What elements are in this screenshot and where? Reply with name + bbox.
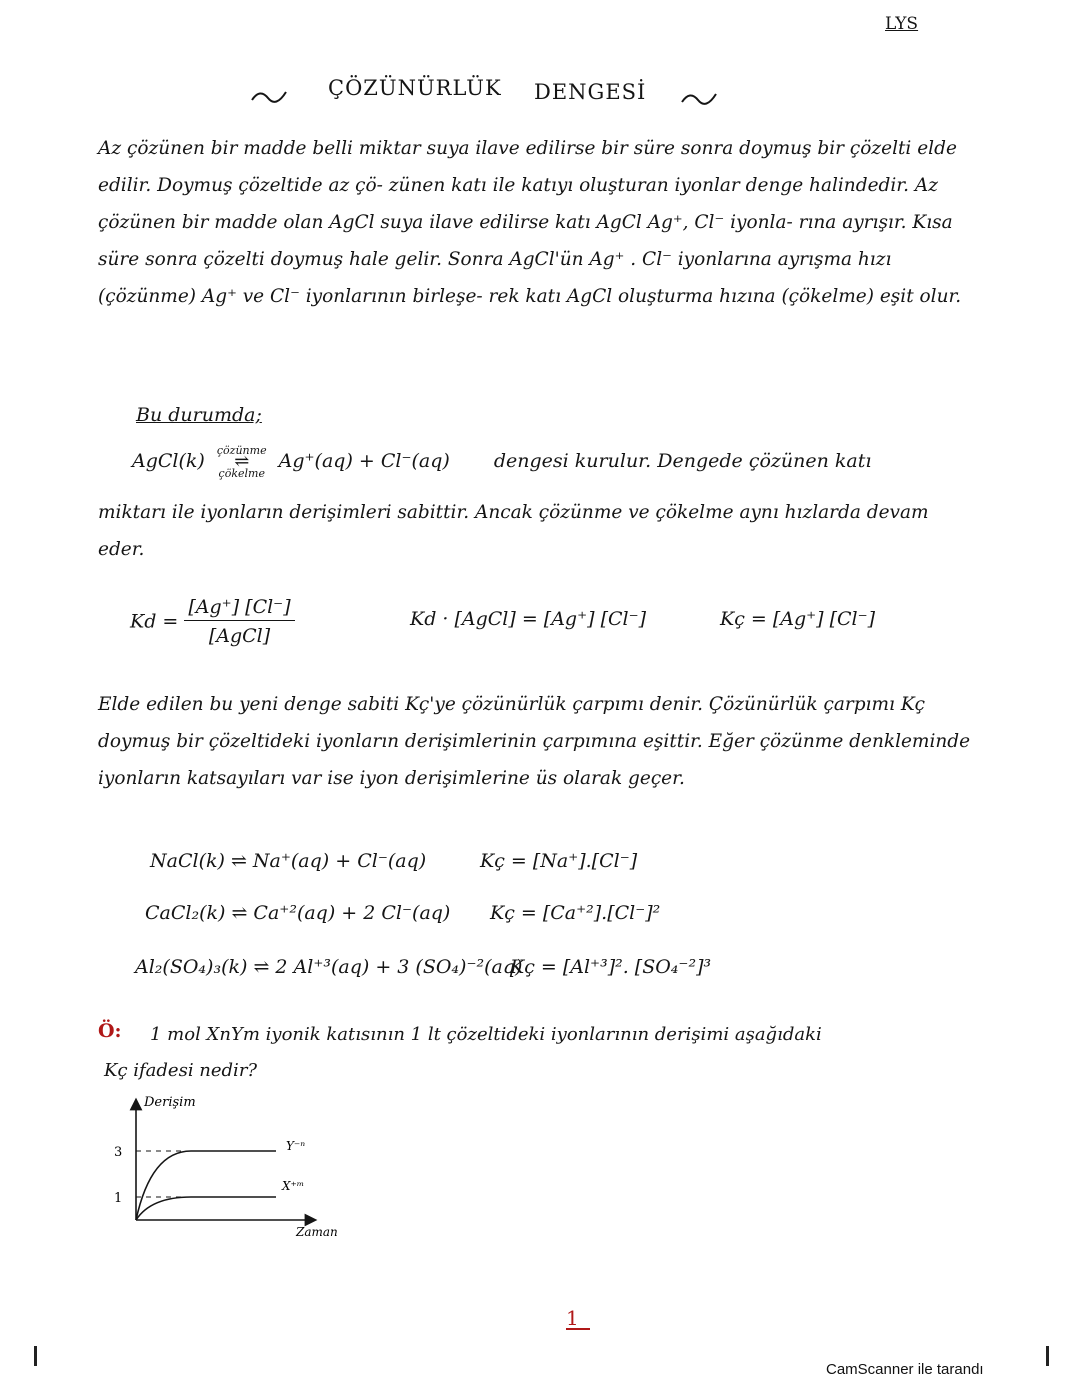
scan-edge-left [34,1346,37,1366]
intro-paragraph: Az çözünen bir madde belli miktar suya ilave edilirse bir süre sonra doymuş bir çözelti elde edilir. Doymuş çözeltide az çö- zünen katı ile katıyı oluşturan iyonlar denge halindedir. Az çözünen bir madde olan AgCl suya ilave edilirse katı AgCl Ag⁺, Cl⁻ iyonla- rına ayrışır. Kısa süre sonra çözelti doymuş hale gelir. Sonra AgCl'ün Ag⁺ . Cl⁻ iyonlarına ayrışma hızı (çözünme) Ag⁺ ve Cl⁻ iyonlarının birleşe- rek katı AgCl oluşturma hızına (çökelme) eşit olur. [98,138,962,307]
kd-numerator: [Ag⁺] [Cl⁻] [184,596,294,621]
curve-label-y: Y⁻ⁿ [286,1139,306,1153]
kc-paragraph: Elde edilen bu yeni denge sabiti Kç'ye çözünürlük çarpımı denir. Çözünürlük çarpımı Kç doymuş bir çözeltideki iyonların derişimlerinin çarpımına eşittir. Eğer çözünme denkleminde iyonların katsayıları var ise iyon derişimlerine üs olarak geçer. [98,694,971,789]
eq-arrow [217,444,267,480]
title-swash-right-icon [680,86,720,110]
concentration-graph [96,1092,366,1242]
question-line2: Kç ifadesi nedir? [104,1060,258,1081]
title-right: DENGESİ [534,80,647,104]
eq-tail: dengesi kurulur. Dengede çözünen katı [493,450,872,472]
page-title [250,76,720,110]
equilibrium-continuation: miktarı ile iyonların derişimleri sabittir. Ancak çözünme ve çökelme aynı hızlarda devam eder. [98,502,929,560]
page-number [566,1306,590,1330]
eq-reactant: AgCl(k) [132,450,205,472]
kc-definition: Kç = [Ag⁺] [Cl⁻] [720,608,876,630]
kd-definition [130,596,295,647]
equilibrium-arrow-icon: ⇌ [234,451,250,472]
curve-label-x: X⁺ᵐ [282,1179,305,1193]
exam-tag: LYS [885,14,919,34]
scan-edge-right [1046,1346,1049,1366]
example-1-kc: Kç = [Na⁺].[Cl⁻] [480,850,638,872]
page-number-value: 1 [566,1306,579,1330]
graph-tick-1: 1 [114,1191,123,1206]
curve-y-anion [136,1151,276,1220]
title-left: ÇÖZÜNÜRLÜK [328,76,502,100]
scanner-footer: CamScanner ile tarandı [826,1361,984,1378]
eq-arrow-bottom: çökelme [218,467,265,480]
kd-expanded: Kd · [AgCl] = [Ag⁺] [Cl⁻] [410,608,647,630]
question-text: 1 mol XnYm iyonik katısının 1 lt çözeltideki iyonlarının derişimi aşağıdaki [150,1024,822,1045]
eq-arrow-top: çözünme [216,444,267,457]
graph-tick-3: 3 [114,1145,123,1160]
graph-x-label: Zaman [296,1225,338,1239]
kd-fraction [184,596,294,647]
curve-x-cation [136,1197,276,1220]
kd-lhs: Kd = [130,610,179,633]
example-1-reaction: NaCl(k) ⇌ Na⁺(aq) + Cl⁻(aq) [150,850,427,872]
example-3-reaction: Al₂(SO₄)₃(k) ⇌ 2 Al⁺³(aq) + 3 (SO₄)⁻²(aq) [135,956,523,978]
question-marker: Ö: [98,1020,122,1042]
title-swash-left-icon [250,84,290,108]
equilibrium-equation [132,444,871,480]
eq-products: Ag⁺(aq) + Cl⁻(aq) [278,450,450,472]
example-2-reaction: CaCl₂(k) ⇌ Ca⁺²(aq) + 2 Cl⁻(aq) [145,902,451,924]
kd-denominator: [AgCl] [208,625,271,647]
graph-y-label: Derişim [144,1095,196,1110]
example-3-kc: Kç = [Al⁺³]². [SO₄⁻²]³ [510,956,712,978]
example-2-kc: Kç = [Ca⁺²].[Cl⁻]² [490,902,661,924]
situation-heading: Bu durumda; [136,404,262,426]
